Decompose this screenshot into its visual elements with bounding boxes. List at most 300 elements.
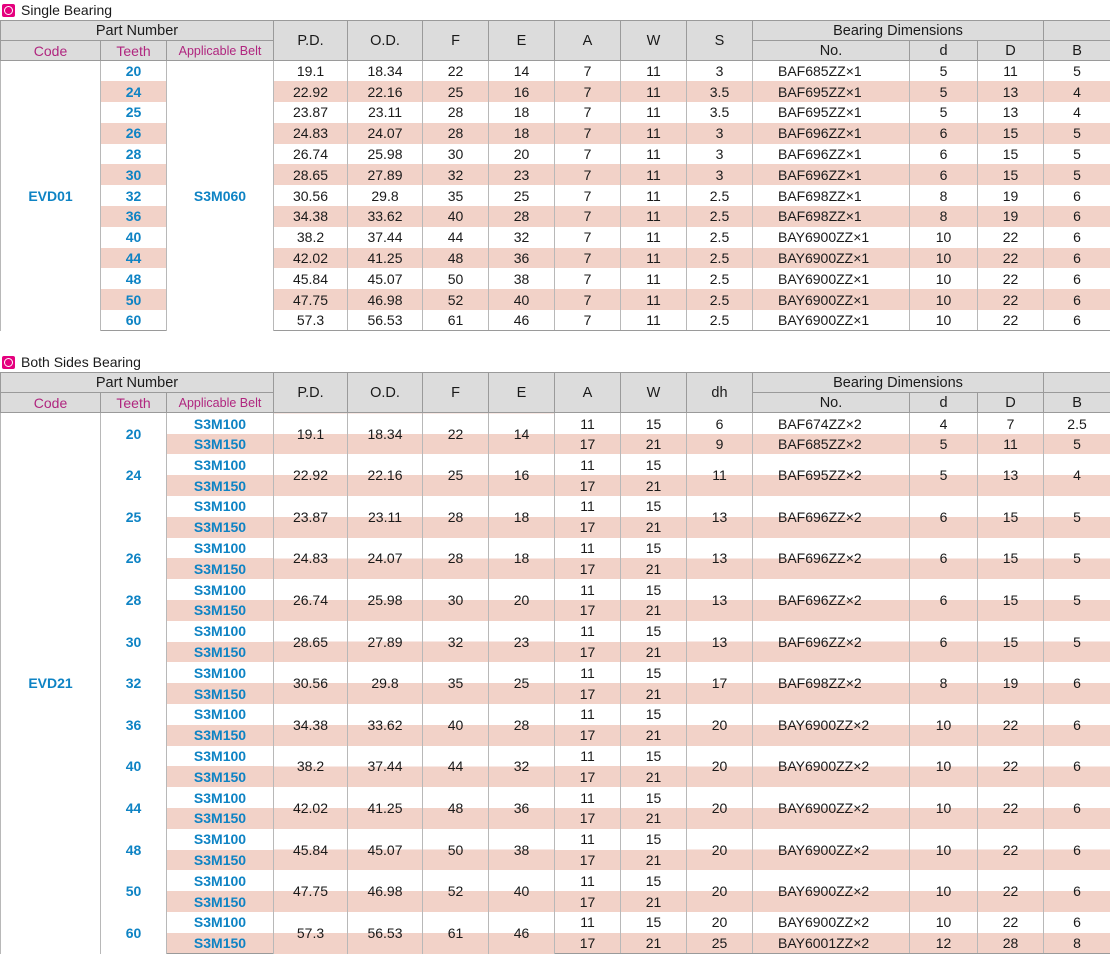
w-cell: 21 — [621, 683, 687, 704]
e-cell: 14 — [489, 413, 555, 455]
header-w: W — [621, 21, 687, 61]
a-cell: 7 — [555, 61, 621, 82]
a-cell: 7 — [555, 268, 621, 289]
b-cell: 6 — [1044, 912, 1110, 933]
teeth-cell: 28 — [101, 579, 167, 621]
e-cell: 14 — [489, 61, 555, 82]
d-big-cell: 13 — [978, 102, 1044, 123]
table-row — [1, 662, 1110, 683]
applicable-belt-cell: S3M150 — [167, 933, 274, 954]
a-cell: 17 — [555, 725, 621, 746]
applicable-belt-cell: S3M150 — [167, 434, 274, 455]
dh-cell: 13 — [687, 496, 753, 538]
w-cell: 11 — [621, 123, 687, 144]
d-big-cell: 19 — [978, 185, 1044, 206]
w-cell: 15 — [621, 662, 687, 683]
f-cell: 35 — [423, 185, 489, 206]
f-cell: 35 — [423, 662, 489, 704]
d-small-cell: 10 — [910, 787, 978, 829]
teeth-cell: 25 — [101, 496, 167, 538]
e-cell: 40 — [489, 289, 555, 310]
od-cell: 24.07 — [348, 538, 423, 580]
pd-cell: 19.1 — [274, 61, 348, 82]
bearing-no-cell: BAF696ZZ×1 — [753, 144, 910, 165]
b-cell: 6 — [1044, 662, 1110, 704]
a-cell: 11 — [555, 621, 621, 642]
applicable-belt-cell: S3M100 — [167, 746, 274, 767]
bearing-no-cell: BAF696ZZ×2 — [753, 496, 910, 538]
f-cell: 52 — [423, 870, 489, 912]
bearing-no-cell: BAY6900ZZ×2 — [753, 829, 910, 871]
bearing-no-cell: BAF685ZZ×2 — [753, 434, 910, 455]
b-cell: 5 — [1044, 538, 1110, 580]
d-small-cell: 10 — [910, 227, 978, 248]
w-cell: 11 — [621, 102, 687, 123]
teeth-cell: 36 — [101, 206, 167, 227]
section-title-single — [0, 0, 1110, 20]
pd-cell: 45.84 — [274, 268, 348, 289]
b-cell: 5 — [1044, 164, 1110, 185]
dh-cell: 20 — [687, 704, 753, 746]
d-small-cell: 4 — [910, 413, 978, 434]
applicable-belt-cell: S3M100 — [167, 829, 274, 850]
e-cell: 36 — [489, 248, 555, 269]
header-a: A — [555, 373, 621, 413]
f-cell: 48 — [423, 248, 489, 269]
dh-cell: 20 — [687, 746, 753, 788]
a-cell: 17 — [555, 434, 621, 455]
pd-cell: 24.83 — [274, 538, 348, 580]
s-cell: 3 — [687, 61, 753, 82]
b-cell: 5 — [1044, 434, 1110, 455]
a-cell: 17 — [555, 642, 621, 663]
od-cell: 25.98 — [348, 579, 423, 621]
applicable-belt-cell: S3M150 — [167, 766, 274, 787]
e-cell: 40 — [489, 870, 555, 912]
f-cell: 25 — [423, 454, 489, 496]
bearing-no-cell: BAY6900ZZ×1 — [753, 310, 910, 331]
od-cell: 18.34 — [348, 413, 423, 455]
d-big-cell: 22 — [978, 912, 1044, 933]
header-f: F — [423, 21, 489, 61]
e-cell: 25 — [489, 662, 555, 704]
od-cell: 23.11 — [348, 496, 423, 538]
a-cell: 7 — [555, 227, 621, 248]
applicable-belt-cell: S3M100 — [167, 870, 274, 891]
teeth-cell: 40 — [101, 746, 167, 788]
pd-cell: 26.74 — [274, 144, 348, 165]
od-cell: 25.98 — [348, 144, 423, 165]
od-cell: 56.53 — [348, 310, 423, 331]
table-row — [1, 496, 1110, 517]
b-cell: 5 — [1044, 496, 1110, 538]
dh-cell: 20 — [687, 912, 753, 933]
od-cell: 27.89 — [348, 621, 423, 663]
applicable-belt-cell: S3M150 — [167, 475, 274, 496]
w-cell: 21 — [621, 600, 687, 621]
d-big-cell: 11 — [978, 434, 1044, 455]
bullet-ring-icon — [2, 4, 15, 17]
d-small-cell: 10 — [910, 289, 978, 310]
w-cell: 15 — [621, 538, 687, 559]
teeth-cell: 30 — [101, 621, 167, 663]
s-cell: 2.5 — [687, 268, 753, 289]
table-row — [1, 434, 1110, 455]
pd-cell: 38.2 — [274, 227, 348, 248]
f-cell: 28 — [423, 102, 489, 123]
w-cell: 15 — [621, 912, 687, 933]
d-big-cell: 15 — [978, 496, 1044, 538]
d-big-cell: 22 — [978, 870, 1044, 912]
od-cell: 22.16 — [348, 81, 423, 102]
pd-cell: 47.75 — [274, 289, 348, 310]
applicable-belt-cell: S3M100 — [167, 413, 274, 434]
single-bearing-section — [0, 0, 1110, 331]
d-small-cell: 5 — [910, 61, 978, 82]
w-cell: 15 — [621, 621, 687, 642]
s-cell: 3 — [687, 123, 753, 144]
e-cell: 32 — [489, 227, 555, 248]
od-cell: 27.89 — [348, 164, 423, 185]
header-part-number: Part Number — [1, 373, 274, 393]
a-cell: 11 — [555, 746, 621, 767]
a-cell: 17 — [555, 683, 621, 704]
d-big-cell: 19 — [978, 206, 1044, 227]
f-cell: 61 — [423, 310, 489, 331]
d-big-cell: 22 — [978, 310, 1044, 331]
e-cell: 38 — [489, 829, 555, 871]
applicable-belt-cell: S3M150 — [167, 808, 274, 829]
teeth-cell: 25 — [101, 102, 167, 123]
d-small-cell: 10 — [910, 310, 978, 331]
od-cell: 56.53 — [348, 912, 423, 954]
bearing-no-cell: BAY6900ZZ×1 — [753, 268, 910, 289]
s-cell: 3 — [687, 164, 753, 185]
od-cell: 24.07 — [348, 123, 423, 144]
dh-cell: 11 — [687, 454, 753, 496]
dh-cell: 20 — [687, 870, 753, 912]
d-big-cell: 22 — [978, 289, 1044, 310]
section-title-text: Both Sides Bearing — [21, 354, 141, 371]
header-d-big: D — [978, 41, 1044, 61]
w-cell: 21 — [621, 933, 687, 954]
header-code: Code — [1, 393, 101, 413]
single-bearing-table — [0, 20, 1110, 331]
applicable-belt-cell: S3M150 — [167, 517, 274, 538]
od-cell: 45.07 — [348, 268, 423, 289]
w-cell: 15 — [621, 454, 687, 475]
f-cell: 28 — [423, 123, 489, 144]
s-cell: 2.5 — [687, 227, 753, 248]
a-cell: 11 — [555, 662, 621, 683]
b-cell: 6 — [1044, 248, 1110, 269]
header-applicable-belt: Applicable Belt — [167, 41, 274, 61]
header-pd: P.D. — [274, 373, 348, 413]
pd-cell: 57.3 — [274, 912, 348, 954]
f-cell: 22 — [423, 61, 489, 82]
header-part-number: Part Number — [1, 21, 274, 41]
header-od: O.D. — [348, 21, 423, 61]
bearing-no-cell: BAF674ZZ×2 — [753, 413, 910, 434]
f-cell: 22 — [423, 413, 489, 455]
header-b: B — [1044, 41, 1110, 61]
b-cell: 6 — [1044, 268, 1110, 289]
a-cell: 17 — [555, 517, 621, 538]
bullet-ring-icon — [2, 356, 15, 369]
b-cell: 8 — [1044, 933, 1110, 954]
od-cell: 37.44 — [348, 227, 423, 248]
b-cell: 6 — [1044, 185, 1110, 206]
a-cell: 11 — [555, 454, 621, 475]
bearing-no-cell: BAF696ZZ×2 — [753, 579, 910, 621]
a-cell: 11 — [555, 870, 621, 891]
pd-cell: 28.65 — [274, 621, 348, 663]
bearing-no-cell: BAY6900ZZ×1 — [753, 289, 910, 310]
pd-cell: 47.75 — [274, 870, 348, 912]
e-cell: 38 — [489, 268, 555, 289]
header-f: F — [423, 373, 489, 413]
header-d-small: d — [910, 41, 978, 61]
applicable-belt-cell: S3M150 — [167, 891, 274, 912]
d-big-cell: 22 — [978, 248, 1044, 269]
header-dh: dh — [687, 373, 753, 413]
f-cell: 32 — [423, 164, 489, 185]
f-cell: 30 — [423, 579, 489, 621]
teeth-cell: 20 — [101, 61, 167, 82]
b-cell: 6 — [1044, 787, 1110, 829]
d-small-cell: 5 — [910, 454, 978, 496]
bearing-no-cell: BAY6001ZZ×2 — [753, 933, 910, 954]
header-blank — [1044, 21, 1110, 41]
pd-cell: 34.38 — [274, 704, 348, 746]
bearing-no-cell: BAF698ZZ×2 — [753, 662, 910, 704]
bearing-no-cell: BAF698ZZ×1 — [753, 185, 910, 206]
b-cell: 5 — [1044, 579, 1110, 621]
b-cell: 6 — [1044, 206, 1110, 227]
f-cell: 44 — [423, 746, 489, 788]
header-a: A — [555, 21, 621, 61]
e-cell: 28 — [489, 704, 555, 746]
bearing-no-cell: BAF698ZZ×1 — [753, 206, 910, 227]
bearing-no-cell: BAF695ZZ×2 — [753, 454, 910, 496]
a-cell: 7 — [555, 185, 621, 206]
teeth-cell: 24 — [101, 454, 167, 496]
d-small-cell: 10 — [910, 268, 978, 289]
d-small-cell: 10 — [910, 829, 978, 871]
bearing-no-cell: BAY6900ZZ×1 — [753, 227, 910, 248]
d-small-cell: 10 — [910, 746, 978, 788]
d-big-cell: 15 — [978, 621, 1044, 663]
s-cell: 3.5 — [687, 81, 753, 102]
w-cell: 21 — [621, 850, 687, 871]
dh-cell: 17 — [687, 662, 753, 704]
f-cell: 28 — [423, 538, 489, 580]
b-cell: 5 — [1044, 621, 1110, 663]
e-cell: 16 — [489, 81, 555, 102]
d-small-cell: 5 — [910, 434, 978, 455]
both-sides-bearing-table — [0, 372, 1110, 954]
w-cell: 11 — [621, 144, 687, 165]
w-cell: 11 — [621, 185, 687, 206]
f-cell: 30 — [423, 144, 489, 165]
b-cell: 5 — [1044, 123, 1110, 144]
table-row — [1, 454, 1110, 475]
a-cell: 7 — [555, 310, 621, 331]
d-small-cell: 10 — [910, 248, 978, 269]
pd-cell: 22.92 — [274, 454, 348, 496]
a-cell: 7 — [555, 289, 621, 310]
teeth-cell: 48 — [101, 829, 167, 871]
b-cell: 4 — [1044, 102, 1110, 123]
e-cell: 36 — [489, 787, 555, 829]
a-cell: 11 — [555, 704, 621, 725]
header-d-small: d — [910, 393, 978, 413]
d-big-cell: 15 — [978, 144, 1044, 165]
b-cell: 6 — [1044, 870, 1110, 912]
applicable-belt-cell: S3M100 — [167, 621, 274, 642]
w-cell: 21 — [621, 475, 687, 496]
bearing-no-cell: BAF696ZZ×1 — [753, 123, 910, 144]
a-cell: 11 — [555, 413, 621, 434]
w-cell: 11 — [621, 227, 687, 248]
table-row — [1, 538, 1110, 559]
d-big-cell: 15 — [978, 164, 1044, 185]
s-cell: 3.5 — [687, 102, 753, 123]
e-cell: 18 — [489, 102, 555, 123]
header-teeth: Teeth — [101, 41, 167, 61]
w-cell: 15 — [621, 496, 687, 517]
header-d-big: D — [978, 393, 1044, 413]
s-cell: 2.5 — [687, 185, 753, 206]
b-cell: 6 — [1044, 310, 1110, 331]
a-cell: 11 — [555, 787, 621, 808]
s-cell: 2.5 — [687, 310, 753, 331]
d-big-cell: 19 — [978, 662, 1044, 704]
e-cell: 46 — [489, 310, 555, 331]
b-cell: 6 — [1044, 227, 1110, 248]
header-blank — [1044, 373, 1110, 393]
e-cell: 23 — [489, 621, 555, 663]
code-cell: EVD21 — [1, 413, 101, 954]
d-big-cell: 22 — [978, 268, 1044, 289]
f-cell: 40 — [423, 206, 489, 227]
applicable-belt-cell: S3M150 — [167, 642, 274, 663]
d-small-cell: 6 — [910, 144, 978, 165]
a-cell: 7 — [555, 123, 621, 144]
w-cell: 21 — [621, 808, 687, 829]
a-cell: 17 — [555, 600, 621, 621]
pd-cell: 57.3 — [274, 310, 348, 331]
e-cell: 18 — [489, 123, 555, 144]
f-cell: 52 — [423, 289, 489, 310]
a-cell: 17 — [555, 850, 621, 871]
w-cell: 21 — [621, 891, 687, 912]
dh-cell: 13 — [687, 579, 753, 621]
f-cell: 50 — [423, 268, 489, 289]
d-small-cell: 6 — [910, 496, 978, 538]
a-cell: 17 — [555, 766, 621, 787]
d-small-cell: 12 — [910, 933, 978, 954]
table-row — [1, 787, 1110, 808]
bearing-no-cell: BAF685ZZ×1 — [753, 61, 910, 82]
f-cell: 40 — [423, 704, 489, 746]
dh-cell: 13 — [687, 538, 753, 580]
od-cell: 22.16 — [348, 454, 423, 496]
f-cell: 61 — [423, 912, 489, 954]
b-cell: 2.5 — [1044, 413, 1110, 434]
od-cell: 46.98 — [348, 289, 423, 310]
teeth-cell: 50 — [101, 289, 167, 310]
header-applicable-belt: Applicable Belt — [167, 393, 274, 413]
od-cell: 45.07 — [348, 829, 423, 871]
pd-cell: 42.02 — [274, 787, 348, 829]
table-row — [1, 579, 1110, 600]
od-cell: 33.62 — [348, 206, 423, 227]
section-title-text: Single Bearing — [21, 2, 113, 18]
a-cell: 7 — [555, 102, 621, 123]
od-cell: 18.34 — [348, 61, 423, 82]
w-cell: 21 — [621, 766, 687, 787]
teeth-cell: 28 — [101, 144, 167, 165]
teeth-cell: 32 — [101, 662, 167, 704]
applicable-belt-cell: S3M100 — [167, 579, 274, 600]
od-cell: 29.8 — [348, 662, 423, 704]
d-big-cell: 22 — [978, 829, 1044, 871]
applicable-belt-cell: S3M100 — [167, 662, 274, 683]
code-cell: EVD01 — [1, 61, 101, 331]
header-e: E — [489, 373, 555, 413]
w-cell: 11 — [621, 248, 687, 269]
teeth-cell: 26 — [101, 123, 167, 144]
f-cell: 28 — [423, 496, 489, 538]
e-cell: 18 — [489, 538, 555, 580]
d-small-cell: 5 — [910, 102, 978, 123]
single-table-body — [1, 61, 1110, 331]
e-cell: 28 — [489, 206, 555, 227]
header-code: Code — [1, 41, 101, 61]
s-cell: 2.5 — [687, 289, 753, 310]
header-pd: P.D. — [274, 21, 348, 61]
e-cell: 46 — [489, 912, 555, 954]
teeth-cell: 24 — [101, 81, 167, 102]
pd-cell: 30.56 — [274, 185, 348, 206]
w-cell: 21 — [621, 725, 687, 746]
w-cell: 11 — [621, 310, 687, 331]
applicable-belt-cell: S3M100 — [167, 912, 274, 933]
header-s: S — [687, 21, 753, 61]
bearing-no-cell: BAY6900ZZ×2 — [753, 912, 910, 933]
d-small-cell: 8 — [910, 206, 978, 227]
d-big-cell: 22 — [978, 704, 1044, 746]
teeth-cell: 48 — [101, 268, 167, 289]
bearing-no-cell: BAF695ZZ×1 — [753, 81, 910, 102]
e-cell: 20 — [489, 144, 555, 165]
both-sides-bearing-section — [0, 352, 1110, 954]
d-big-cell: 15 — [978, 538, 1044, 580]
e-cell: 25 — [489, 185, 555, 206]
both-table-body — [1, 413, 1110, 954]
d-small-cell: 6 — [910, 123, 978, 144]
f-cell: 32 — [423, 621, 489, 663]
e-cell: 32 — [489, 746, 555, 788]
w-cell: 11 — [621, 206, 687, 227]
od-cell: 41.25 — [348, 787, 423, 829]
d-big-cell: 13 — [978, 81, 1044, 102]
bearing-no-cell: BAF695ZZ×1 — [753, 102, 910, 123]
w-cell: 21 — [621, 642, 687, 663]
e-cell: 18 — [489, 496, 555, 538]
pd-cell: 34.38 — [274, 206, 348, 227]
